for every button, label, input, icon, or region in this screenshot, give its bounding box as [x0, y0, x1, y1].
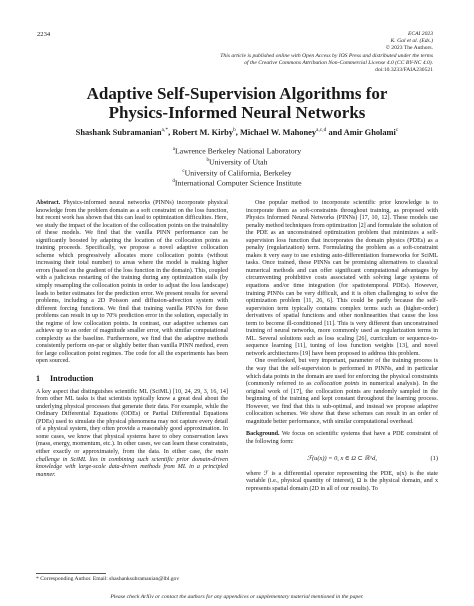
publication-info: [133, 31, 433, 74]
affiliation-list: [0, 145, 474, 188]
affiliation: [0, 177, 474, 188]
publication-info-line: This article is published online with Open Access by IOS Press and distributed under the terms: [220, 52, 433, 59]
publication-info-line: of the Creative Commons Attribution Non-Commercial License 4.0 (CC BY-NC 4.0).: [244, 59, 433, 66]
affiliation: [0, 156, 474, 167]
body-paragraph: [246, 358, 438, 426]
affiliation-mark: a: [172, 147, 175, 152]
right-column: [246, 200, 438, 493]
author-separator: and: [326, 127, 344, 137]
abstract: [36, 200, 228, 366]
intro-emphasis: the main challenge in SciML lies in combining such scientific prior domain-driven knowledge with large-scale data-driven methods from ML in a principled manner.: [36, 448, 229, 478]
author-separator: ,: [168, 127, 173, 137]
author-name: Shashank Subramanian: [75, 127, 162, 137]
doi[interactable]: doi:10.3233/FAIA230521: [375, 67, 433, 74]
affiliation-name: Lawrence Berkeley National Laboratory: [175, 146, 302, 156]
affiliation-name: University of Utah: [209, 157, 268, 167]
section-number: 1: [36, 374, 40, 384]
author-affiliation-mark: a,*: [161, 127, 169, 133]
paper-title-line: Adaptive Self-Supervision Algorithms for: [86, 84, 388, 103]
left-column: [36, 200, 228, 479]
author-separator: ,: [235, 127, 240, 137]
author-affiliation-mark: b: [233, 127, 236, 133]
publication-info-line: K. Gal et al. (Eds.): [390, 38, 433, 45]
author-name: Amir Gholami: [343, 127, 396, 137]
publication-info-line: ECAI 2023: [407, 31, 433, 37]
background-paragraph: [246, 431, 438, 446]
footnote: * Corresponding Author. Email: shashanksubramanian@lbl.gov: [36, 576, 180, 582]
abstract-label: Abstract.: [36, 200, 61, 206]
equation-body: ℱ(u(x)) = 0, x ∈ Ω ⊂ ℝ^d,: [307, 454, 377, 462]
section-title: Introduction: [50, 374, 94, 384]
equation: [246, 451, 438, 467]
author-name: Michael W. Mahoney: [239, 127, 317, 137]
intro-paragraph: [36, 389, 228, 480]
author-name: Robert M. Kirby: [172, 127, 234, 137]
affiliation-name: International Computer Science Institute: [174, 178, 302, 188]
affiliation-mark: d: [172, 179, 175, 185]
footnote-divider: [36, 573, 106, 574]
body-text: in numerical analysis). In the original work of [17], the collocation points are randomly sampled in the beginning of the training and kept constant throughout the learning process. However, we find that this is sub-optimal, and instead we propose adaptive collocation schemes. We show that these schemes can result in an order of magnitude better performance, with similar computational overhead.: [246, 381, 438, 425]
body-paragraph: where ℱ is a differential operator representing the PDE, u(x) is the state variable (i.e., physical quantity of interest), Ω is the physical domain, and x represents spatial domain (2D in all of our results). To: [246, 470, 438, 492]
affiliation: [0, 145, 474, 156]
paragraph-heading: Background.: [246, 431, 280, 438]
body-text: We focus on scientific systems that have a PDE constraint of the following form:: [246, 431, 438, 445]
author-affiliation-mark: a,c,d: [316, 127, 327, 133]
body-text: One overlooked, but very important, parameter of the training process is the way that the self-supervision is performed in PINNs, and in particular which data points in the domain are used for enforcing the physical constraints (commonly referred to as: [246, 358, 438, 388]
affiliation-mark: b: [206, 157, 210, 163]
affiliation-mark: c: [182, 168, 185, 174]
section-heading: [36, 375, 228, 383]
intro-text: A key aspect that distinguishes scientific ML (SciML) [10, 24, 29, 3, 16, 14] from other ML tasks is that scientists typically know a great deal about the underlying physical processes that generate their data. For example, while the Ordinary Differential Equations (ODEs) or Partial Differential Equations (PDEs) used to simulate the physical phenomena may not capture every detail of a physical system, they often provide a reasonably good approximation. In some cases, we know that physical systems have to obey conservation laws (mass, energy, momentum, etc.). In other cases, we can learn these constraints, either exactly or approximately, from the data. In either case,: [36, 388, 228, 455]
body-emphasis: collocation points: [314, 381, 360, 388]
supplementary-note: Please check ArXiv or contact the authors for any appendices or supplementary material mentioned in the paper.: [110, 594, 364, 600]
publication-info-line: © 2023 The Authors.: [385, 45, 433, 52]
author-list: [0, 127, 474, 137]
page-number: 2234: [37, 31, 51, 38]
equation-number: (1): [430, 454, 438, 462]
body-paragraph: One popular method to incorporate scientific prior knowledge is to incorporate them as soft-constraints throughout training, as proposed with Physics Informed Neural Networks (PINNs) [17, 10, 12]. These models use penalty method techniques from optimization [2] and formulate the solution of the PDE as an unconstrained optimization problem that minimizes a self-supervision loss function that incorporates the domain physics (PDEs) as a penalty (regularization) term. Formulating the problem as a soft-constraint makes it very easy to use existing auto-differentiation frameworks for SciML tasks. Once trained, these PINNs can be promising alternatives to classical numerical methods and can offer significant computational advantages by circumventing prohibitive costs associated with solving large systems of equations and/or time integration (for spatiotemporal PDEs). However, training PINNs can be very difficult, and it is often challenging to solve the optimization problem [11, 26, 6]. This could be partly because the self-supervision term typically contains complex terms such as (higher-order) derivatives of spatial functions and other nonlinearities that cause the loss term to become ill-conditioned [11]. This is very different than unconstrained training of neural networks, more commonly used as regularization terms in ML. Several solutions such as loss scaling [26], curriculum or sequence-to-sequence learning [11], tuning of loss function weights [13], and novel network architectures [19] have been proposed to address this problem.: [246, 200, 438, 357]
affiliation: [0, 167, 474, 178]
affiliation-name: University of California, Berkeley: [184, 168, 292, 178]
paper-title: [0, 84, 474, 122]
abstract-text: Physics-informed neural networks (PINNs) incorporate physical knowledge from the problem domain as a soft constraint on the loss function, but recent work has shown that this can lead to optimization difficulties. Here, we study the impact of the location of the collocation points on the trainability of these models. We find that the vanilla PINN performance can be significantly boosted by adapting the location of the collocation points as training proceeds. Specifically, we propose a novel adaptive collocation scheme which progressively allocates more collocation points (without increasing their total number) to areas where the model is making higher errors (based on the gradient of the loss function in the domain). This, coupled with a judicious restarting of the training during any optimization stalls (by simply resampling the collocation points in order to adjust the loss landscape) leads to better estimates for the prediction error. We present results for several problems, including a 2D Poisson and diffusion-advection system with different forcing functions. We find that training vanilla PINNs for these problems can result in up to 70% prediction error in the solution, especially in the regime of low collocation points. In contrast, our adaptive schemes can achieve up to an order of magnitude smaller error, with similar computational complexity as the baseline. Furthermore, we find that the adaptive methods consistently perform on-par or slightly better than vanilla PINN method, even for large collocation point regimes. The code for all the experiments has been open sourced.: [36, 200, 228, 365]
author-affiliation-mark: c: [395, 127, 399, 133]
paper-title-line: Physics-Informed Neural Networks: [108, 103, 366, 122]
